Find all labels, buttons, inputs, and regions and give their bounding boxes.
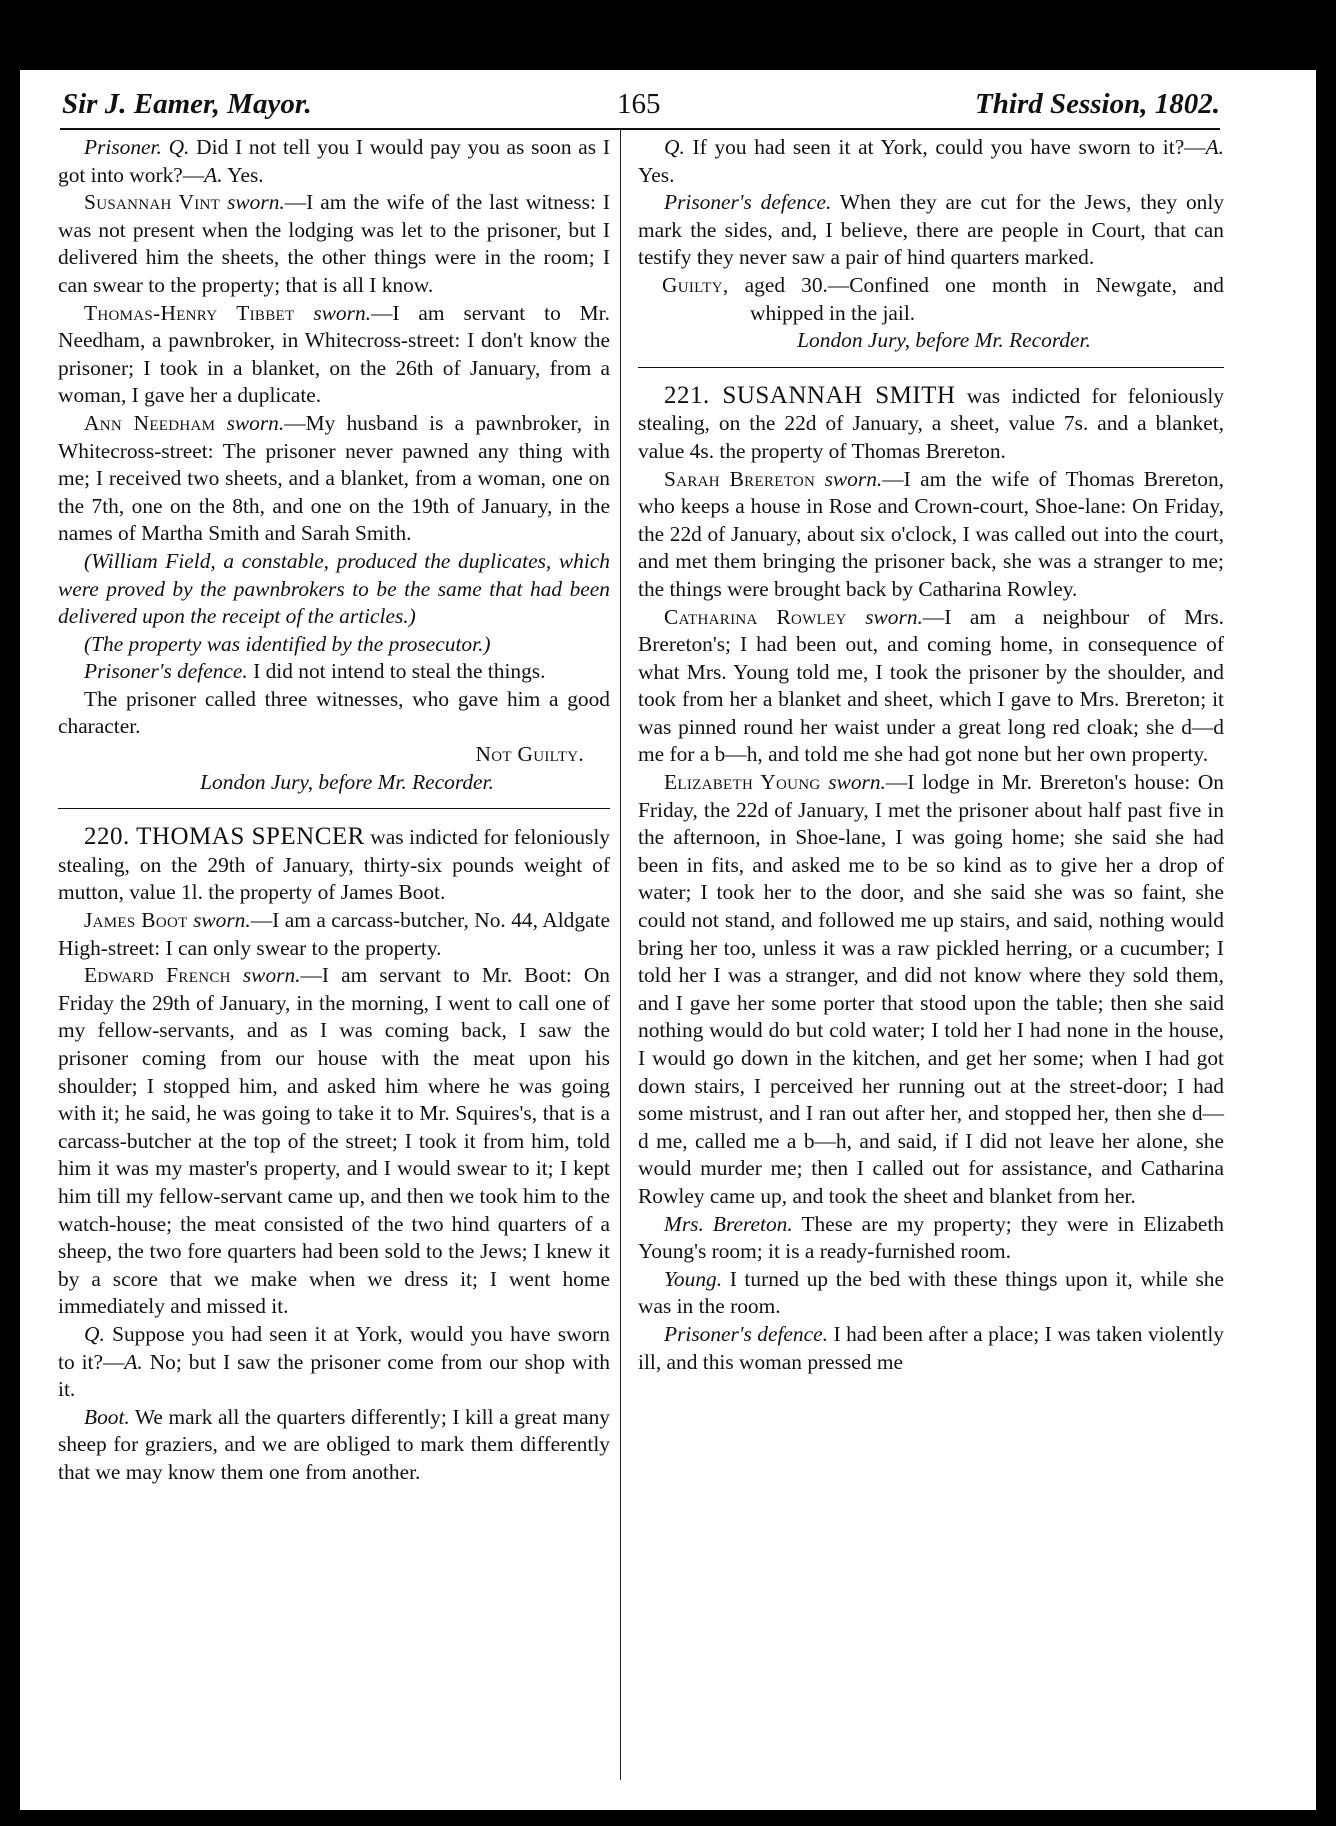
left-column [58, 134, 610, 1487]
witness-name: Thomas-Henry Tibbet [84, 300, 295, 325]
document-page [20, 70, 1316, 1810]
column-divider [620, 130, 621, 1780]
right-column [638, 134, 1224, 1376]
paragraph: Boot. We mark all the quarters differently; I kill a great many sheep for graziers, and we are obliged to mark them differently that we may know them one from another. [58, 1404, 610, 1484]
paragraph: Mrs. Brereton. These are my property; they were in Elizabeth Young's room; it is a ready-furnished room. [638, 1211, 1224, 1264]
paragraph: Elizabeth Young sworn.—I lodge in Mr. Brereton's house: On Friday, the 22d of January, I met the prisoner about half past five in the afternoon, in Shoe-lane, I was going home; she said she had been in fits, and asked me to be so kind as to give her a drop of water; I took her to the door, and she said she was so faint, she could not stand, and followed me up stairs, and said, nothing would bring her too, unless it was a raw pickled herring, or a cucumber; I told her I was a stranger, and did not know where they sold them, and I gave her some porter that stood upon the table; then she said nothing would do but cold water; I told her I had none in the house, I would go down in the kitchen, and get her some; when I had got down stairs, I perceived her running out at the street-door; I had some mistrust, and I ran out after her, and stopped her, then she d—d me, called me a b—h, and said, if I did not leave her alone, she would murder me; then I called out for assistance, and Catharina Rowley came up, and took the sheet and blanket from her. [638, 770, 1224, 1208]
paragraph: Q. Suppose you had seen it at York, would you have sworn to it?—A. No; but I saw the prisoner come from our shop with it. [58, 1321, 610, 1402]
paragraph: Edward French sworn.—I am servant to Mr. Boot: On Friday the 29th of January, in the morning, I went to call one of my fellow-servants, and as I was coming back, I saw the prisoner coming from our house with the meat upon his shoulder; I stopped him, and asked him where he was going with it; he said, he was going to take it to Mr. Squires's, that is a carcass-butcher at the top of the street; I took it from him, told him it was my master's property, and I would swear to it; I kept him till my fellow-servant came up, and then we took him to the watch-house; the meat consisted of the two hind quarters of a sheep, the two fore quarters had been sold to the Jews; I knew it by a score that we make when we dress it; I went home immediately and missed it. [58, 963, 611, 1319]
paragraph: The prisoner called three witnesses, who gave him a good character. [58, 686, 610, 739]
paragraph: (The property was identified by the prosecutor.) [84, 631, 491, 656]
paragraph: Prisoner's defence. I did not intend to steal the things. [84, 659, 546, 684]
running-header [62, 88, 1220, 132]
header-session: Third Session, 1802. [975, 88, 1220, 120]
witness-name: Ann Needham [84, 410, 216, 435]
case-separator [58, 808, 610, 809]
case-heading: 220. THOMAS SPENCER was indicted for feloniously stealing, on the 29th of January, thirty-six pounds weight of mutton, value 1l. the property of James Boot. [58, 823, 610, 905]
verdict: Not Guilty. [475, 742, 584, 767]
page-number: 165 [617, 88, 661, 120]
paragraph: Young. I turned up the bed with these things upon it, while she was in the room. [638, 1266, 1224, 1319]
paragraph: (William Field, a constable, produced the duplicates, which were proved by the pawnbrokers to be the same that had been delivered upon the receipt of the articles.) [58, 548, 610, 629]
jury-line: London Jury, before Mr. Recorder. [797, 328, 1091, 353]
witness-name: Susannah Vint [84, 190, 221, 215]
witness-name: Sarah Brereton [664, 466, 816, 491]
paragraph: Prisoner's defence. When they are cut for the Jews, they only mark the sides, and, I believe, there are people in Court, that can testify they never saw a pair of hind quarters marked. [638, 190, 1225, 270]
paragraph: Ann Needham sworn.—My husband is a pawnbroker, in Whitecross-street: The prisoner never pawned any thing with me; I received two sheets, and a blanket, from a woman, one on the 7th, one on the 8th, and one on the 19th of January, in the names of Martha Smith and Sarah Smith. [58, 410, 610, 546]
verdict-sentence: Guilty, aged 30.—Confined one month in Newgate, and whipped in the jail. [662, 272, 1224, 325]
paragraph: Prisoner. Q. Did I not tell you I would pay you as soon as I got into work?—A. Yes. [58, 135, 610, 187]
header-rule [60, 128, 1220, 130]
witness-name: Edward French [84, 963, 231, 988]
case-heading: 221. SUSANNAH SMITH was indicted for feloniously stealing, on the 22d of January, a sheet, value 7s. and a blanket, value 4s. the property of Thomas Brereton. [638, 381, 1224, 463]
paragraph: James Boot sworn.—I am a carcass-butcher, No. 44, Aldgate High-street: I can only swear to the property. [58, 908, 610, 960]
paragraph: Thomas-Henry Tibbet sworn.—I am servant to Mr. Needham, a pawnbroker, in Whitecross-street: I don't know the prisoner; I took in a blanket, on the 26th of January, from a woman, I gave her a duplicate. [58, 300, 610, 408]
jury-line: London Jury, before Mr. Recorder. [200, 769, 494, 794]
case-separator [638, 367, 1224, 368]
paragraph: Susannah Vint sworn.—I am the wife of the last witness: I was not present when the lodging was let to the prisoner, but I delivered him the sheets, the other things were in the room; I can swear to the property; that is all I know. [58, 190, 610, 297]
witness-name: Elizabeth Young [664, 770, 821, 795]
paragraph: Prisoner's defence. I had been after a place; I was taken violently ill, and this woman pressed me [638, 1321, 1224, 1374]
paragraph: Q. If you had seen it at York, could you have sworn to it?—A. Yes. [638, 135, 1224, 187]
witness-name: Catharina Rowley [664, 604, 847, 629]
paragraph: Catharina Rowley sworn.—I am a neighbour of Mrs. Brereton's; I had been out, and coming home, in consequence of what Mrs. Young told me, I took the prisoner by the shoulder, and took from her a blanket and sheet, which I gave to Mrs. Brereton; it was pinned round her waist under a great long red cloak; she d—d me for a b—h, and told me she had got none but her own property. [638, 604, 1224, 767]
witness-name: James Boot [84, 908, 188, 933]
paragraph: Sarah Brereton sworn.—I am the wife of Thomas Brereton, who keeps a house in Rose and Crown-court, Shoe-lane: On Friday, the 22d of January, about six o'clock, I was called out into the court, and met them bringing the prisoner back, she was a stranger to me; the things were brought back by Catharina Rowley. [638, 466, 1224, 601]
header-mayor: Sir J. Eamer, Mayor. [62, 88, 312, 120]
